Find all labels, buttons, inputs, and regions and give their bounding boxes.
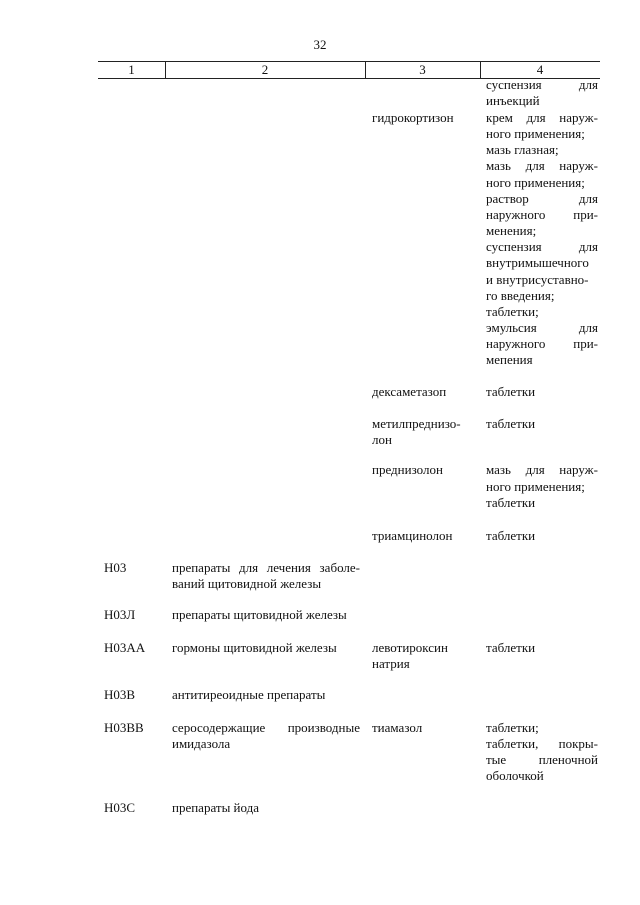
atc-group-name: ваний щитовидной железы [172, 576, 322, 591]
atc-group-name: препараты йода [172, 800, 260, 815]
header-col-3: 3 [419, 62, 426, 77]
dosage-form-line: наружного при- [486, 207, 598, 222]
dosage-form-line: раствор для [486, 191, 598, 206]
dosage-form-line: таблетки [486, 416, 536, 431]
atc-group-name: препараты для лечения заболе- [172, 560, 360, 575]
dosage-form-line: мепения [486, 352, 533, 367]
atc-code: H03C [104, 800, 136, 815]
drug-name: тиамазол [372, 720, 423, 735]
atc-code: H03Л [104, 607, 136, 622]
atc-code: H03BB [104, 720, 144, 735]
drug-name: дексаметазоп [372, 384, 447, 399]
header-col-4: 4 [536, 62, 544, 77]
dosage-form-line: инъекций [486, 93, 540, 108]
dosage-form-line: внутримышечного [486, 255, 589, 270]
dosage-form-line: мазь для наруж- [486, 462, 598, 477]
dosage-form-line: го введения; [486, 288, 555, 303]
dosage-form-line: мазь для наруж- [486, 158, 598, 173]
atc-group-name: антитиреоидные препараты [172, 687, 326, 702]
dosage-form-line: крем для наруж- [486, 110, 598, 125]
dosage-form-line: тые пленочной [486, 752, 598, 767]
dosage-form-line: таблетки [486, 384, 536, 399]
dosage-form-line: таблетки; [486, 304, 539, 319]
drug-name: триамцинолон [372, 528, 453, 543]
dosage-form-line: наружного при- [486, 336, 598, 351]
dosage-form-line: ного применения; [486, 126, 585, 141]
dosage-form-line: суспензия для [486, 239, 598, 254]
atc-code: H03AA [104, 640, 146, 655]
atc-code: H03B [104, 687, 136, 702]
drug-name: левотироксин [372, 640, 448, 655]
drug-name: гидрокортизон [372, 110, 454, 125]
header-col-1: 1 [128, 62, 135, 77]
page-number: 32 [313, 37, 327, 52]
atc-group-name: гормоны щитовидной железы [172, 640, 337, 655]
dosage-form-line: мазь глазная; [486, 142, 559, 157]
atc-group-name: имидазола [172, 736, 231, 751]
dosage-form-line: таблетки [486, 640, 536, 655]
dosage-form-line: таблетки, покры- [486, 736, 598, 751]
drug-name: метилпреднизо- [372, 416, 461, 431]
atc-group-name: препараты щитовидной железы [172, 607, 347, 622]
dosage-form-line: и внутрисуставно- [486, 272, 589, 287]
drug-name: лон [372, 432, 392, 447]
dosage-form-line: ного применения; [486, 175, 585, 190]
dosage-form-line: суспензия для [486, 77, 598, 92]
header-col-2: 2 [261, 62, 269, 77]
dosage-form-line: оболочкой [486, 768, 544, 783]
dosage-form-line: таблетки; [486, 720, 539, 735]
dosage-form-line: ного применения; [486, 479, 585, 494]
dosage-form-line: таблетки [486, 495, 536, 510]
dosage-form-line: таблетки [486, 528, 536, 543]
atc-group-name: серосодержащие производные [172, 720, 360, 735]
dosage-form-line: эмульсия для [486, 320, 598, 335]
drug-name: натрия [372, 656, 410, 671]
atc-code: H03 [104, 560, 127, 575]
dosage-form-line: менения; [486, 223, 537, 238]
drug-name: преднизолон [372, 462, 443, 477]
